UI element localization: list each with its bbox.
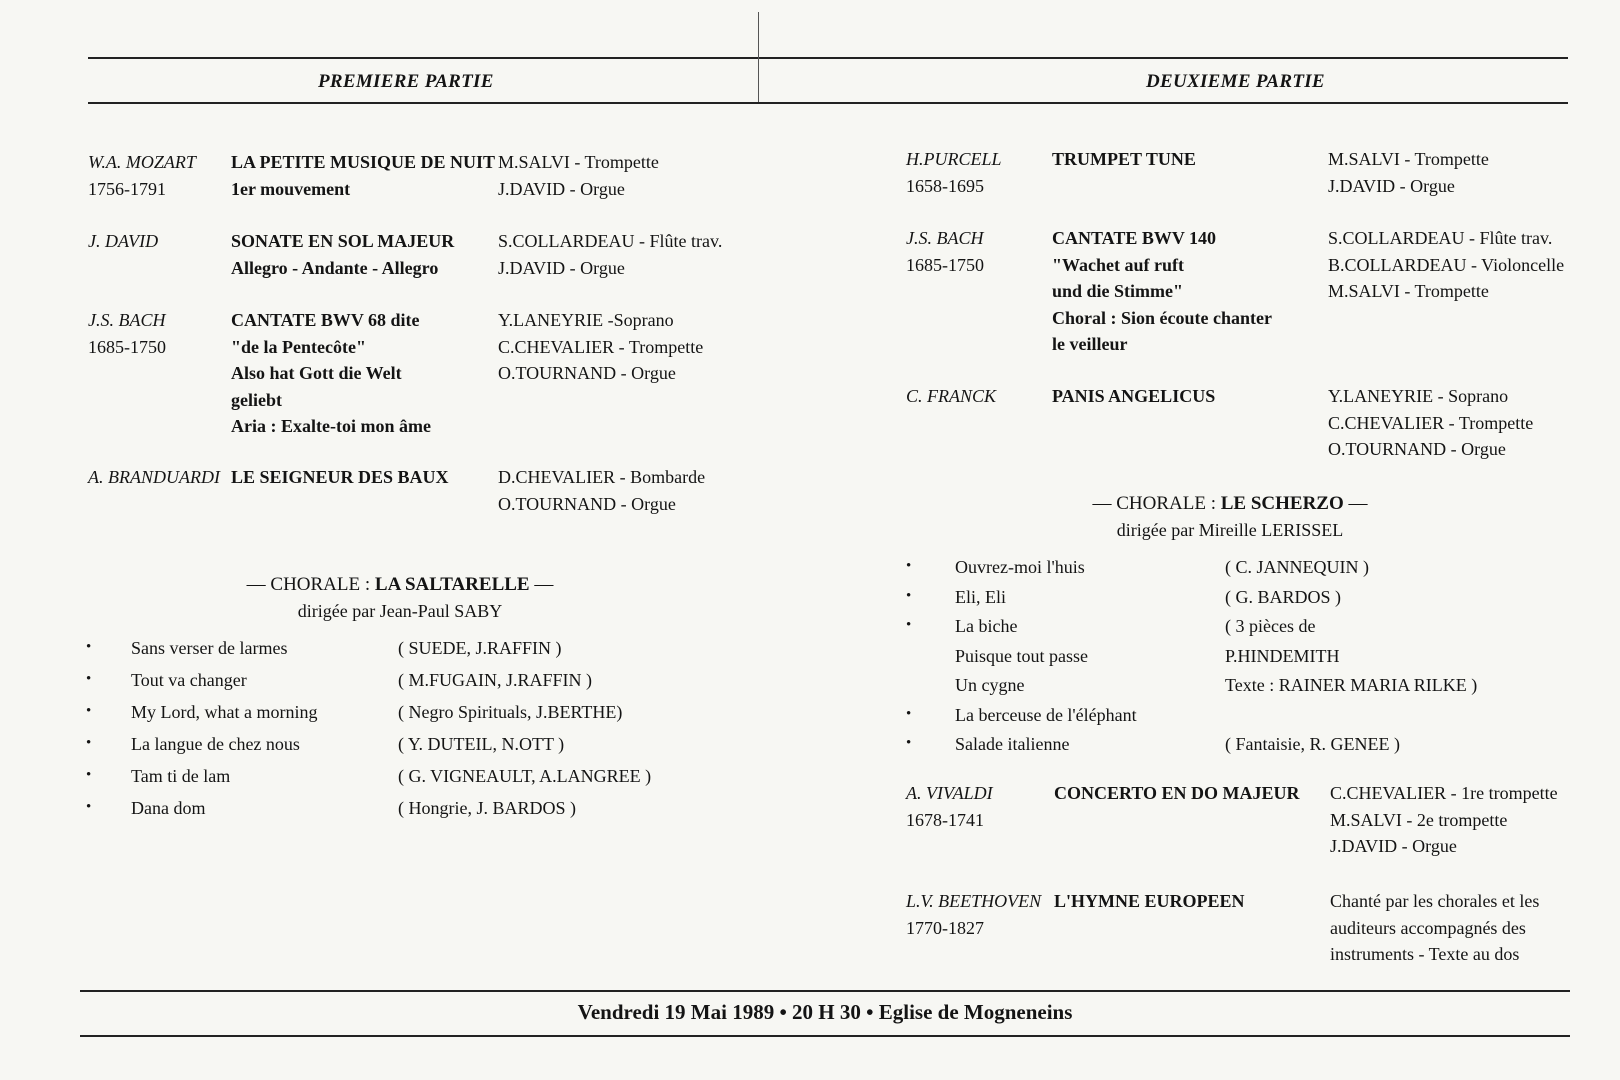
performer: C.CHEVALIER - Trompette — [1328, 412, 1534, 433]
composer — [906, 780, 1051, 833]
work-line: Aria : Exalte-toi mon âme — [231, 416, 431, 436]
performer: M.SALVI - Trompette — [1328, 281, 1489, 301]
work-title — [231, 307, 431, 440]
performer: J.DAVID - Orgue — [498, 178, 625, 199]
song-credit: ( 3 pièces de — [1225, 616, 1316, 636]
chorale-director: dirigée par Mireille LERISSEL — [1116, 520, 1344, 540]
song-title: Tout va changer — [131, 670, 247, 690]
composer — [88, 149, 233, 202]
song-credit: ( Y. DUTEIL, N.OTT ) — [398, 734, 565, 754]
top-rule — [88, 57, 1568, 59]
song-title: Puisque tout passe — [955, 645, 1088, 666]
performers — [498, 149, 659, 202]
performers — [1328, 383, 1533, 463]
song-title: La langue de chez nous — [131, 734, 300, 754]
song-credit: ( Fantaisie, R. GENEE ) — [1225, 734, 1400, 754]
performer: M.SALVI - Trompette — [1328, 149, 1489, 169]
performer: J.DAVID - Orgue — [1330, 836, 1457, 856]
bullet-icon: • — [906, 617, 912, 633]
performer: B.COLLARDEAU - Violoncelle — [1328, 254, 1565, 275]
concert-date-venue: Vendredi 19 Mai 1989 • 20 H 30 • Eglise de Mogneneins — [577, 1000, 1073, 1024]
performer: J.DAVID - Orgue — [1328, 175, 1455, 196]
chorale-suffix: — — [1343, 493, 1368, 514]
bullet-icon: • — [86, 799, 92, 815]
bullet-icon: • — [86, 671, 92, 687]
part2-chorale-heading — [1020, 490, 1440, 544]
work-line: CONCERTO EN DO MAJEUR — [1054, 783, 1300, 803]
work-line: LE SEIGNEUR DES BAUX — [231, 467, 449, 487]
work-title — [1054, 780, 1300, 807]
composer-dates: 1685-1750 — [906, 254, 984, 275]
song-credit: ( G. VIGNEAULT, A.LANGREE ) — [398, 766, 652, 786]
performer: S.COLLARDEAU - Flûte trav. — [1328, 228, 1553, 248]
work-line: LA PETITE MUSIQUE DE NUIT — [231, 152, 496, 172]
song-credit: ( C. JANNEQUIN ) — [1225, 557, 1369, 577]
composer-dates: 1678-1741 — [906, 809, 984, 830]
composer-name: J.S. BACH — [88, 310, 166, 330]
work-line: CANTATE BWV 140 — [1052, 228, 1217, 248]
composer-name: J. DAVID — [88, 231, 159, 251]
performers — [1328, 225, 1564, 305]
song-credit: P.HINDEMITH — [1225, 645, 1340, 666]
work-title — [231, 464, 449, 491]
composer-dates: 1756-1791 — [88, 178, 166, 199]
work-line: le veilleur — [1052, 334, 1128, 354]
bullet-icon: • — [86, 639, 92, 655]
work-line: und die Stimme" — [1052, 281, 1184, 301]
work-line: SONATE EN SOL MAJEUR — [231, 231, 455, 251]
composer — [906, 225, 1051, 278]
song-credit: ( M.FUGAIN, J.RAFFIN ) — [398, 670, 593, 690]
composer — [906, 146, 1051, 199]
song-title: La biche — [955, 616, 1018, 636]
footer-top-rule — [80, 990, 1570, 992]
song-credit: ( Hongrie, J. BARDOS ) — [398, 798, 576, 818]
performer: C.CHEVALIER - 1re trompette — [1330, 783, 1558, 803]
work-line: L'HYMNE EUROPEEN — [1054, 891, 1245, 911]
bullet-icon: • — [86, 735, 92, 751]
composer-name: L.V. BEETHOVEN — [906, 891, 1042, 911]
performer: O.TOURNAND - Orgue — [498, 363, 676, 383]
song-title: Ouvrez-moi l'huis — [955, 557, 1085, 577]
composer — [88, 464, 233, 491]
composer-name: A. BRANDUARDI — [88, 467, 220, 487]
work-line: geliebt — [231, 389, 282, 410]
composer — [906, 383, 1051, 410]
performers — [1330, 888, 1539, 968]
performer: C.CHEVALIER - Trompette — [498, 336, 704, 357]
composer — [88, 307, 233, 360]
bullet-icon: • — [906, 587, 912, 604]
performer: S.COLLARDEAU - Flûte trav. — [498, 231, 723, 251]
performer: O.TOURNAND - Orgue — [498, 493, 676, 514]
song-title: Tam ti de lam — [131, 766, 231, 786]
composer — [906, 888, 1051, 941]
performer: auditeurs accompagnés des — [1330, 917, 1526, 938]
part1-title: PREMIERE PARTIE — [318, 71, 494, 92]
song-title: Sans verser de larmes — [131, 638, 288, 658]
chorale-suffix: — — [529, 574, 554, 595]
performers — [1328, 146, 1489, 199]
bullet-icon: • — [86, 703, 92, 719]
bullet-icon: • — [86, 767, 92, 783]
song-credit: ( Negro Spirituals, J.BERTHE) — [398, 702, 623, 722]
work-line: TRUMPET TUNE — [1052, 149, 1196, 169]
song-credit: ( SUEDE, J.RAFFIN ) — [398, 638, 562, 658]
performers — [498, 464, 705, 517]
work-title — [1054, 888, 1245, 915]
composer-dates: 1770-1827 — [906, 917, 984, 938]
song-credit: ( G. BARDOS ) — [1225, 586, 1342, 607]
performer: Y.LANEYRIE -Soprano — [498, 310, 674, 330]
chorale-prefix: — CHORALE : — [246, 574, 375, 595]
composer-name: W.A. MOZART — [88, 152, 196, 172]
work-line: PANIS ANGELICUS — [1052, 386, 1216, 406]
work-line: "Wachet auf ruft — [1052, 254, 1184, 275]
song-title: Eli, Eli — [955, 586, 1006, 607]
work-line: "de la Pentecôte" — [231, 336, 366, 357]
performer: D.CHEVALIER - Bombarde — [498, 467, 706, 487]
chorale-name: LA SALTARELLE — [374, 574, 530, 595]
chorale-prefix: — CHORALE : — [1092, 493, 1221, 514]
composer-dates: 1685-1750 — [88, 336, 166, 357]
bullet-icon: • — [906, 558, 912, 574]
performer: O.TOURNAND - Orgue — [1328, 439, 1506, 459]
performer: instruments - Texte au dos — [1330, 944, 1520, 964]
fold-line — [758, 12, 759, 102]
performers — [1330, 780, 1558, 860]
work-line: Choral : Sion écoute chanter — [1052, 307, 1272, 328]
work-title — [1052, 225, 1272, 358]
part1-chorale-heading — [190, 571, 610, 625]
composer-name: A. VIVALDI — [906, 783, 993, 803]
work-line: CANTATE BWV 68 dite — [231, 310, 420, 330]
performer: J.DAVID - Orgue — [498, 257, 625, 278]
performer: Y.LANEYRIE - Soprano — [1328, 386, 1509, 406]
bullet-icon: • — [906, 705, 912, 722]
footer-bottom-rule — [80, 1035, 1570, 1037]
work-title — [231, 149, 495, 202]
song-title: Un cygne — [955, 675, 1025, 695]
performer: M.SALVI - Trompette — [498, 152, 659, 172]
work-title — [231, 228, 454, 281]
song-title: My Lord, what a morning — [131, 702, 318, 722]
composer-dates: 1658-1695 — [906, 175, 984, 196]
work-title — [1052, 383, 1215, 410]
work-title — [1052, 146, 1196, 173]
song-title: La berceuse de l'éléphant — [955, 704, 1137, 725]
song-title: Dana dom — [131, 798, 206, 818]
composer-name: J.S. BACH — [906, 228, 984, 248]
composer-name: H.PURCELL — [906, 149, 1002, 169]
work-line: Allegro - Andante - Allegro — [231, 257, 439, 278]
song-title: Salade italienne — [955, 734, 1070, 754]
work-line: Also hat Gott die Welt — [231, 363, 402, 383]
performer: M.SALVI - 2e trompette — [1330, 809, 1508, 830]
part2-title: DEUXIEME PARTIE — [1146, 71, 1325, 92]
composer — [88, 228, 233, 255]
performer: Chanté par les chorales et les — [1330, 891, 1540, 911]
song-credit: Texte : RAINER MARIA RILKE ) — [1225, 675, 1478, 695]
performers — [498, 228, 722, 281]
performers — [498, 307, 703, 387]
bullet-icon: • — [906, 735, 912, 751]
chorale-name: LE SCHERZO — [1220, 493, 1344, 514]
chorale-director: dirigée par Jean-Paul SABY — [297, 601, 503, 621]
header-rule — [88, 102, 1568, 104]
work-line: 1er mouvement — [231, 178, 351, 199]
composer-name: C. FRANCK — [906, 386, 997, 406]
